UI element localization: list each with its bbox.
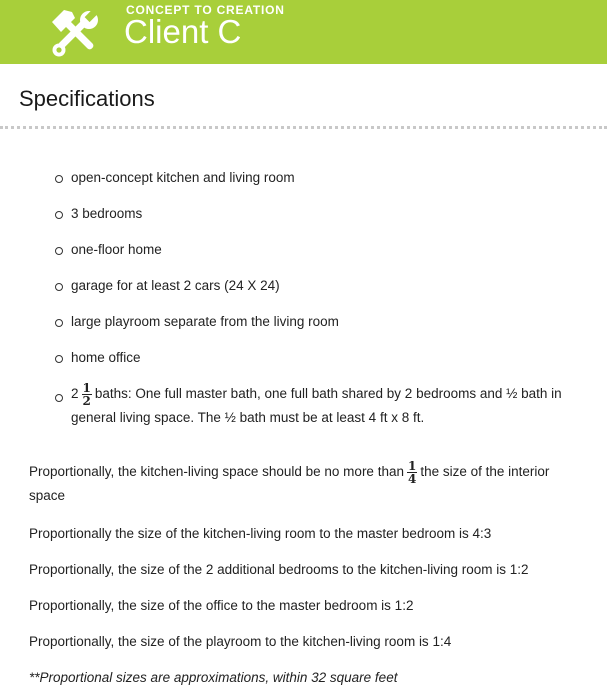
- proportion-text: Proportionally, the size of the office to the master bedroom is 1:2: [29, 598, 414, 613]
- kitchen-proportion-after: the size of the interior space: [29, 464, 550, 503]
- bullet-icon: [55, 211, 63, 219]
- spec-item-text: garage for at least 2 cars (24 X 24): [71, 278, 280, 293]
- half-fraction: [82, 382, 92, 407]
- bullet-icon: [55, 319, 63, 327]
- hammer-and-wrench-icon: [50, 8, 102, 60]
- spec-item-text: large playroom separate from the living room: [71, 314, 339, 329]
- spec-item-text: 3 bedrooms: [71, 206, 143, 221]
- bullet-icon: [55, 394, 63, 402]
- footnote: **Proportional sizes are approximations, within 32 square feet: [29, 670, 398, 685]
- kitchen-proportion-text: [29, 460, 579, 507]
- page-title: Specifications: [19, 86, 155, 111]
- bullet-icon: [55, 175, 63, 183]
- spec-item-text: [71, 382, 581, 429]
- kitchen-proportion-before: Proportionally, the kitchen-living space should be no more than: [29, 464, 404, 480]
- spec-item-text: home office: [71, 350, 141, 365]
- spec-item-text: one-floor home: [71, 242, 162, 257]
- bullet-icon: [55, 283, 63, 291]
- bullet-icon: [55, 355, 63, 363]
- fraction-denominator: 2: [82, 394, 91, 408]
- proportion-text: Proportionally, the size of the 2 additional bedrooms to the kitchen-living room is 1:2: [29, 562, 529, 577]
- proportion-text: Proportionally the size of the kitchen-living room to the master bedroom is 4:3: [29, 526, 492, 541]
- fraction-numerator: 1: [407, 459, 417, 473]
- fraction-numerator: 1: [82, 381, 91, 395]
- baths-whole: 2: [71, 386, 79, 402]
- header-banner: [0, 0, 607, 64]
- section-divider: [0, 126, 607, 129]
- brand-kicker: CONCEPT TO CREATION: [126, 3, 285, 17]
- baths-description: baths: One full master bath, one full bath shared by 2 bedrooms and ½ bath in general living space. The ½ bath must be at least 4 ft x 8 ft.: [71, 386, 562, 425]
- fraction-denominator: 4: [407, 472, 417, 486]
- quarter-fraction: [407, 460, 417, 485]
- spec-item-text: open-concept kitchen and living room: [71, 170, 295, 185]
- brand-name: Client C: [124, 13, 242, 50]
- proportion-text: Proportionally, the size of the playroom to the kitchen-living room is 1:4: [29, 634, 452, 649]
- bullet-icon: [55, 247, 63, 255]
